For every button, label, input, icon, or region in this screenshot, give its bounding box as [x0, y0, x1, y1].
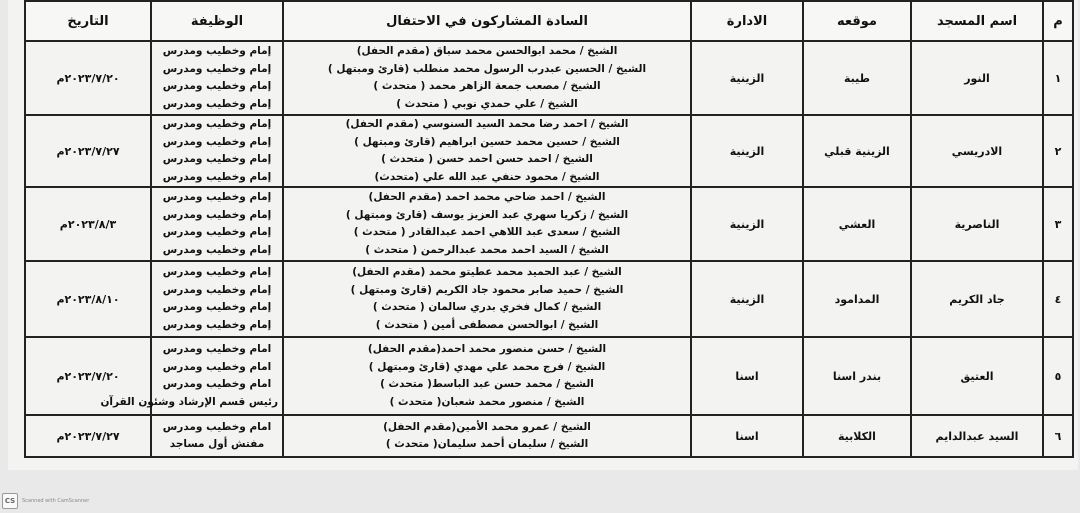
mosque-name: السيد عبدالدايم — [911, 415, 1043, 457]
admin-area: الزينية — [691, 115, 803, 187]
participants-cell — [283, 187, 691, 261]
participants-cell — [283, 337, 691, 415]
participant-line: الشيخ / محمد ابوالحسن محمد سباق (مقدم الحفل) — [356, 45, 618, 57]
mosque-name: الناصرية — [911, 187, 1043, 261]
role-line: إمام وخطيب ومدرس — [162, 80, 272, 92]
participant-line: الشيخ / احمد رضا محمد السيد السنوسي (مقدم الحفل) — [345, 118, 629, 130]
header-mosque: اسم المسجد — [911, 1, 1043, 41]
role-line: مفتش أول مساجد — [169, 438, 265, 450]
participant-line: الشيخ / علي حمدي نوبي ( متحدث ) — [396, 97, 578, 110]
participant-line: الشيخ / سليمان أحمد سليمان( متحدث ) — [385, 438, 589, 450]
event-date: ٢٠٢٣/٧/٢٠م — [25, 41, 151, 115]
mosque-name: الادريسي — [911, 115, 1043, 187]
event-date: ٢٠٢٣/٧/٢٧م — [25, 415, 151, 457]
celebration-schedule-table — [24, 0, 1074, 458]
participants-cell — [283, 261, 691, 337]
participant-line: الشيخ / زكريا سهري عبد العزيز يوسف (قارئ ومبتهل ) — [345, 208, 629, 221]
participant-line: الشيخ / الحسين عبدرب الرسول محمد منطلب (قارئ ومبتهل ) — [327, 62, 647, 75]
roles-cell — [151, 415, 283, 457]
role-line: إمام وخطيب ومدرس — [162, 45, 272, 57]
row-number: ٦ — [1043, 415, 1073, 457]
mosque-location: الكلابية — [803, 415, 911, 457]
row-number: ٥ — [1043, 337, 1073, 415]
participants-cell — [283, 415, 691, 457]
role-line: إمام وخطيب ومدرس — [162, 266, 272, 278]
participant-line: الشيخ / مصعب جمعة الزاهر محمد ( متحدث ) — [373, 80, 601, 92]
roles-cell — [151, 115, 283, 187]
table-row — [25, 115, 1073, 187]
admin-area: الزينية — [691, 187, 803, 261]
role-line: إمام وخطيب ومدرس — [162, 301, 272, 313]
role-line: امام وخطيب ومدرس — [162, 343, 272, 355]
scanner-watermark — [2, 493, 89, 509]
roles-cell — [151, 41, 283, 115]
participants-cell — [283, 115, 691, 187]
scanner-caption: Scanned with CamScanner — [22, 498, 90, 504]
event-date: ٢٠٢٣/٧/٢٧م — [25, 115, 151, 187]
event-date: ٢٠٢٣/٧/٢٠م — [25, 337, 151, 415]
role-line: إمام وخطيب ومدرس — [162, 135, 272, 148]
participant-line: الشيخ / كمال فخري بدري سالمان ( متحدث ) — [372, 301, 602, 313]
role-line: إمام وخطيب ومدرس — [162, 208, 272, 221]
role-line: إمام وخطيب ومدرس — [162, 226, 272, 238]
header-role: الوظيفة — [151, 1, 283, 41]
mosque-name: جاد الكريم — [911, 261, 1043, 337]
row-number: ١ — [1043, 41, 1073, 115]
table-row — [25, 261, 1073, 337]
header-participants: السادة المشاركون في الاحتفال — [283, 1, 691, 41]
participant-line: الشيخ / عبد الحميد محمد عطيتو محمد (مقدم الحفل) — [352, 266, 622, 278]
roles-cell — [151, 187, 283, 261]
table-row — [25, 415, 1073, 457]
role-line: إمام وخطيب ومدرس — [162, 191, 272, 203]
admin-area: الزينية — [691, 41, 803, 115]
role-line: رئيس قسم الإرشاد وشئون القرآن — [100, 395, 278, 408]
participant-line: الشيخ / السيد احمد محمد عبدالرحمن ( متحدث ) — [365, 243, 609, 256]
row-number: ٣ — [1043, 187, 1073, 261]
table-row — [25, 337, 1073, 415]
admin-area: اسنا — [691, 415, 803, 457]
role-line: إمام وخطيب ومدرس — [162, 97, 272, 110]
table-row — [25, 187, 1073, 261]
participant-line: الشيخ / احمد حسن احمد حسن ( متحدث ) — [381, 153, 593, 165]
participant-line: الشيخ / حسين محمد حسين ابراهيم (قارئ ومبتهل ) — [354, 135, 620, 148]
role-line: إمام وخطيب ومدرس — [162, 118, 272, 130]
role-line: امام وخطيب ومدرس — [162, 360, 272, 373]
mosque-location: الزينية قبلي — [803, 115, 911, 187]
mosque-location: بندر اسنا — [803, 337, 911, 415]
table-row — [25, 41, 1073, 115]
participant-line: الشيخ / محمد حسن عبد الباسط( متحدث ) — [380, 378, 594, 390]
participant-line: الشيخ / سعدى عبد اللاهي احمد عبدالقادر ( متحدث ) — [353, 226, 621, 238]
participant-line: الشيخ / فرج محمد علي مهدي (قارئ ومبتهل ) — [368, 360, 606, 373]
header-date: التاريخ — [25, 1, 151, 41]
mosque-name: العتيق — [911, 337, 1043, 415]
participant-line: الشيخ / حميد صابر محمود جاد الكريم (قارئ ومبتهل ) — [350, 283, 624, 296]
role-line: امام وخطيب ومدرس — [162, 420, 272, 433]
role-line: إمام وخطيب ومدرس — [162, 318, 272, 331]
row-number: ٢ — [1043, 115, 1073, 187]
mosque-location: العشي — [803, 187, 911, 261]
role-line: إمام وخطيب ومدرس — [162, 243, 272, 256]
mosque-location: المدامود — [803, 261, 911, 337]
participant-line: الشيخ / عمرو محمد الأمين(مقدم الحفل) — [383, 420, 591, 433]
row-number: ٤ — [1043, 261, 1073, 337]
roles-cell — [100, 337, 283, 415]
event-date: ٢٠٢٣/٨/١٠م — [25, 261, 151, 337]
admin-area: اسنا — [691, 337, 803, 415]
mosque-location: طيبة — [803, 41, 911, 115]
header-location: موقعه — [803, 1, 911, 41]
participant-line: الشيخ / احمد ضاحي محمد احمد (مقدم الحفل) — [368, 191, 606, 203]
participant-line: الشيخ / منصور محمد شعبان( متحدث ) — [389, 395, 585, 408]
role-line: إمام وخطيب ومدرس — [162, 62, 272, 75]
mosque-name: النور — [911, 41, 1043, 115]
participants-cell — [283, 41, 691, 115]
admin-area: الزينية — [691, 261, 803, 337]
header-admin: الادارة — [691, 1, 803, 41]
role-line: إمام وخطيب ومدرس — [162, 170, 272, 183]
role-line: امام وخطيب ومدرس — [162, 378, 272, 390]
header-row — [25, 1, 1073, 41]
roles-cell — [151, 261, 283, 337]
header-num: م — [1043, 1, 1073, 41]
event-date: ٢٠٢٣/٨/٣م — [25, 187, 151, 261]
role-line: إمام وخطيب ومدرس — [162, 283, 272, 296]
camscanner-logo-icon: CS — [2, 493, 18, 509]
participant-line: الشيخ / حسن منصور محمد احمد(مقدم الحفل) — [367, 343, 607, 355]
document-sheet — [8, 0, 1078, 470]
participant-line: الشيخ / ابوالحسن مصطفى أمين ( متحدث ) — [375, 318, 599, 331]
participant-line: الشيخ / محمود حنفي عبد الله علي (متحدث) — [374, 170, 600, 183]
role-line: إمام وخطيب ومدرس — [162, 153, 272, 165]
